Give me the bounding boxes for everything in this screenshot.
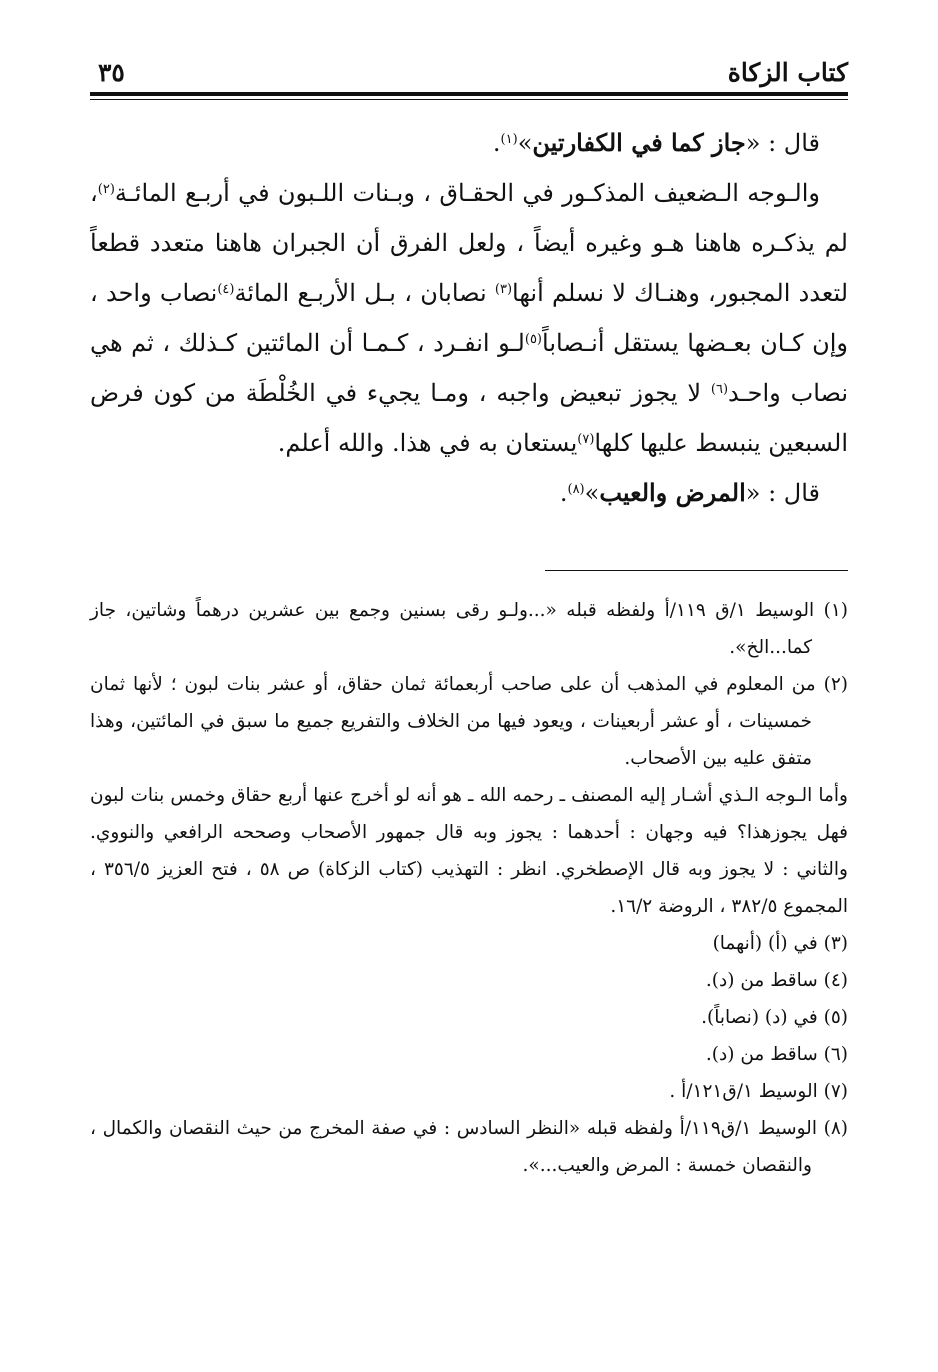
footnote-1: (١) الوسيط ١/ق ١١٩/أ ولفظه قبله «...ولـو رقى بسنين وجمع بين عشرين درهماً وشاتين، جاز كما...الخ». (90, 600, 848, 658)
footnotes (90, 592, 848, 1184)
paragraph-text: لا يجوز تبعيض واجبه ، ومـا يجيء في الخُلْطَة من كون فرض السبعين ينبسط عليها كلها (90, 379, 848, 457)
running-title: كتاب الزكاة (727, 58, 848, 87)
footnote-2-continuation: وأما الـوجه الـذي أشـار إليه المصنف ـ رحمه الله ـ هو أنه لو أخرج عنها أربع حقاق وخمس بنات لبون فهل يجوزهذا؟ فيه وجهان : أحدهما : يجوز وبه قال جمهور الأصحاب وصححه الرافعي والنووي. والثاني : لا يجوز وبه قال الإصطخري. انظر : التهذيب (كتاب الزكاة) ص ٥٨ ، فتح العزيز ٣٥٦/٥ ، المجموع ٣٨٢/٥ ، الروضة ١٦/٢. (90, 785, 848, 917)
quote-prefix: قال : « (745, 479, 820, 507)
footnote-ref-8: (٨) (567, 482, 585, 497)
main-text (90, 118, 848, 518)
footnote-ref-3: (٣) (494, 282, 513, 297)
footnote-7: (٧) الوسيط ١/ق١٢١/أ . (669, 1081, 848, 1102)
footnote-ref-7: (٧) (577, 432, 595, 447)
paragraph-text: لـو انفـرد ، كـمـا أن المائتين كـذلك ، ثم هي نصاب واحـد (90, 329, 848, 407)
header-rule-thick (90, 92, 848, 96)
footnote-3: (٣) في (أ) (أنهما) (712, 933, 848, 954)
page-header (90, 58, 848, 92)
footnote-2: (٢) من المعلوم في المذهب أن على صاحب أربعمائة ثمان حقاق، أو عشر بنات لبون ؛ لأنها ثمان خمسينات ، أو عشر أربعينات ، ويعود فيها من الخلاف والتفريع جميع ما سبق في المائتين، وهذا متفق عليه بين الأصحاب. (90, 674, 848, 769)
footnote-ref-5: (٥) (524, 332, 542, 347)
paragraph-text: ، لم يذكـره هاهنا هـو وغيره أيضاً ، ولعل الفرق أن الجبران هاهنا متعدد قطعاً لتعدد المجبور، وهنـاك لا نسلم أنها (90, 179, 849, 307)
footnote-ref-4: (٤) (217, 282, 235, 297)
paragraph-text: يستعان به في هذا. والله أعلم. (277, 429, 578, 457)
quote-end: . (559, 479, 568, 507)
quote-line-1 (90, 118, 848, 168)
paragraph-text: والـوجه الـضعيف المذكـور في الحقـاق ، وبـنات اللـبون في أربـع المائـة (114, 179, 820, 207)
paragraph-text: نصابان ، بـل الأربـع المائة (234, 279, 495, 307)
footnote-ref-2: (٢) (97, 182, 115, 197)
quote-prefix: قال : « (745, 129, 820, 157)
quote-suffix: » (517, 129, 533, 157)
quote-line-2 (90, 468, 848, 518)
quote-end: . (492, 129, 501, 157)
footnote-ref-6: (٦) (710, 382, 729, 397)
footnote-5: (٥) في (د) (نصاباً). (701, 1007, 848, 1028)
footnote-separator (545, 570, 848, 571)
footnote-ref-1: (١) (500, 132, 518, 147)
paragraph-text: نصاب واحد ، وإن كـان بعـضها يستقل أنـصاباً (90, 279, 848, 357)
quote-bold: المرض والعيب (599, 478, 746, 507)
footnote-4: (٤) ساقط من (د). (705, 970, 848, 991)
page-number: ٣٥ (98, 58, 125, 87)
quote-bold: جاز كما في الكفارتين (532, 128, 746, 157)
header-rule-thin (90, 99, 848, 100)
footnote-6: (٦) ساقط من (د). (705, 1044, 848, 1065)
commentary-paragraph (90, 168, 848, 468)
quote-suffix: » (584, 479, 600, 507)
footnote-8: (٨) الوسيط ١/ق١١٩/أ ولفظه قبله «النظر السادس : في صفة المخرج من حيث النقصان والكمال ، والنقصان خمسة : المرض والعيب...». (90, 1118, 848, 1176)
